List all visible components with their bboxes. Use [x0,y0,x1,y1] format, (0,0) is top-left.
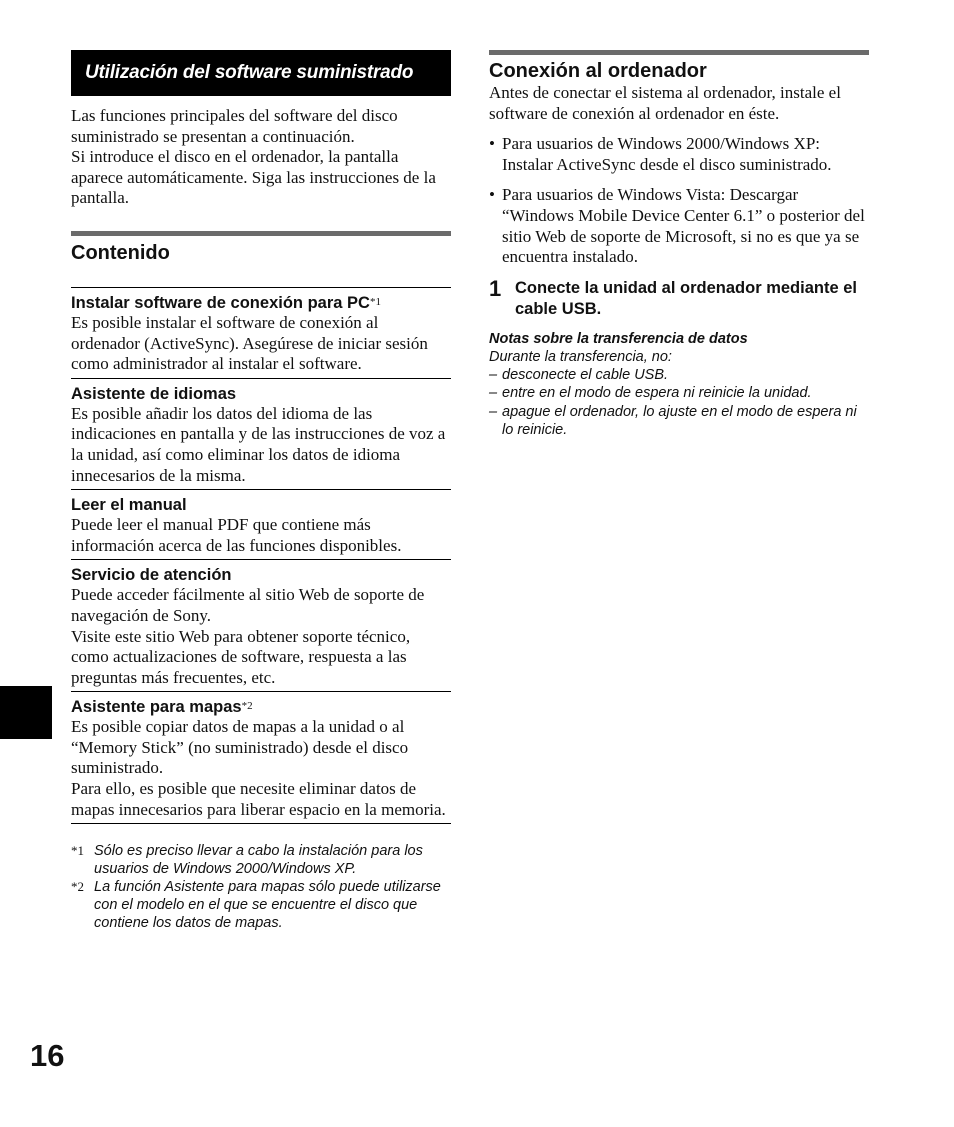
content-entry [71,384,451,490]
list-item-text: Para usuarios de Windows Vista: Descargar “Windows Mobile Device Center 6.1” o posterior del sitio Web de soporte de Microsoft, si no es que ya se encuentra instalado. [502,185,865,267]
section-banner: Utilización del software suministrado [71,50,451,96]
note-item: – apague el ordenador, lo ajuste en el modo de espera ni lo reinicie. [489,403,857,438]
bullet-icon: • [489,134,495,154]
list-item [489,134,869,175]
footnote-mark: *1 [71,843,84,859]
connection-heading: Conexión al ordenador [489,50,869,83]
entry-title: Asistente de idiomas [71,384,237,403]
dash-icon: – [489,403,498,420]
list-item-text: Para usuarios de Windows 2000/Windows XP: Instalar ActiveSync desde el disco suministrado. [502,134,832,174]
note-item: – entre en el modo de espera ni reinicie la unidad. [489,385,812,402]
step-text: Conecte la unidad al ordenador mediante el cable USB. [515,278,857,318]
list-item [489,185,869,267]
entry-body: Es posible añadir los datos del idioma de las indicaciones en pantalla y de las instrucciones de voz a la unidad, así como eliminar los datos de idioma innecesarios de la misma. [71,403,446,485]
entry-title: Instalar software de conexión para PC$^{*1}$ [71,293,381,312]
dash-icon: – [489,367,498,384]
intro-text [71,106,451,209]
notes-title: Notas sobre la transferencia de datos [489,330,748,347]
entry-body: Puede acceder fácilmente al sitio Web de soporte de navegación de Sony. Visite este sitio Web para obtener soporte técnico, como actualizaciones de software, respuesta a las preguntas más frecuentes, etc. [71,585,425,687]
footnote-text: La función Asistente para mapas sólo puede utilizarse con el modelo en el que se encuentre el disco que contiene los datos de mapas. [94,879,441,932]
dash-icon: – [489,385,498,402]
notes-block [489,330,869,439]
right-column [489,50,869,439]
bullet-icon: • [489,185,495,205]
connection-intro: Antes de conectar el sistema al ordenador, instale el software de conexión al ordenador en éste. [489,83,841,123]
content-entry [71,565,451,692]
contents-heading: Contenido [71,231,451,288]
footnote [71,842,451,878]
step-1 [489,275,869,320]
entry-body: Puede leer el manual PDF que contiene más información acerca de las funciones disponibles. [71,515,402,555]
intro-paragraph: Si introduce el disco en el ordenador, la pantalla aparece automáticamente. Siga las instrucciones de la pantalla. [71,147,436,208]
content-entry [71,697,451,824]
left-column [71,50,451,932]
entry-title: Leer el manual [71,496,187,515]
footnote-text: Sólo es preciso llevar a cabo la instalación para los usuarios de Windows 2000/Windows XP. [94,843,423,878]
note-item: – desconecte el cable USB. [489,367,669,384]
footnote-ref: *2 [241,700,253,713]
content-entry [71,495,451,560]
content-entry [71,293,451,379]
page-number: 16 [30,1038,65,1073]
entry-body: Es posible instalar el software de conexión al ordenador (ActiveSync). Asegúrese de iniciar sesión como administrador al instalar el software. [71,312,428,374]
footnotes [71,842,451,932]
step-number: 1 [489,275,502,301]
entry-body: Es posible copiar datos de mapas a la unidad o al “Memory Stick” (no suministrado) desde el disco suministrado. Para ello, es posible que necesite eliminar datos de mapas innecesarios para liberar espacio en la memoria. [71,717,446,819]
entry-title: Servicio de atención [71,566,232,585]
footnote-mark: *2 [71,879,84,895]
entry-title: Asistente para mapas$^{*2}$ [71,698,253,717]
intro-paragraph: Las funciones principales del software del disco suministrado se presentan a continuación. [71,106,398,146]
footnote-ref: *1 [369,295,381,308]
footnote [71,878,451,932]
notes-lead: Durante la transferencia, no: [489,348,672,365]
section-tab-marker [0,686,52,739]
